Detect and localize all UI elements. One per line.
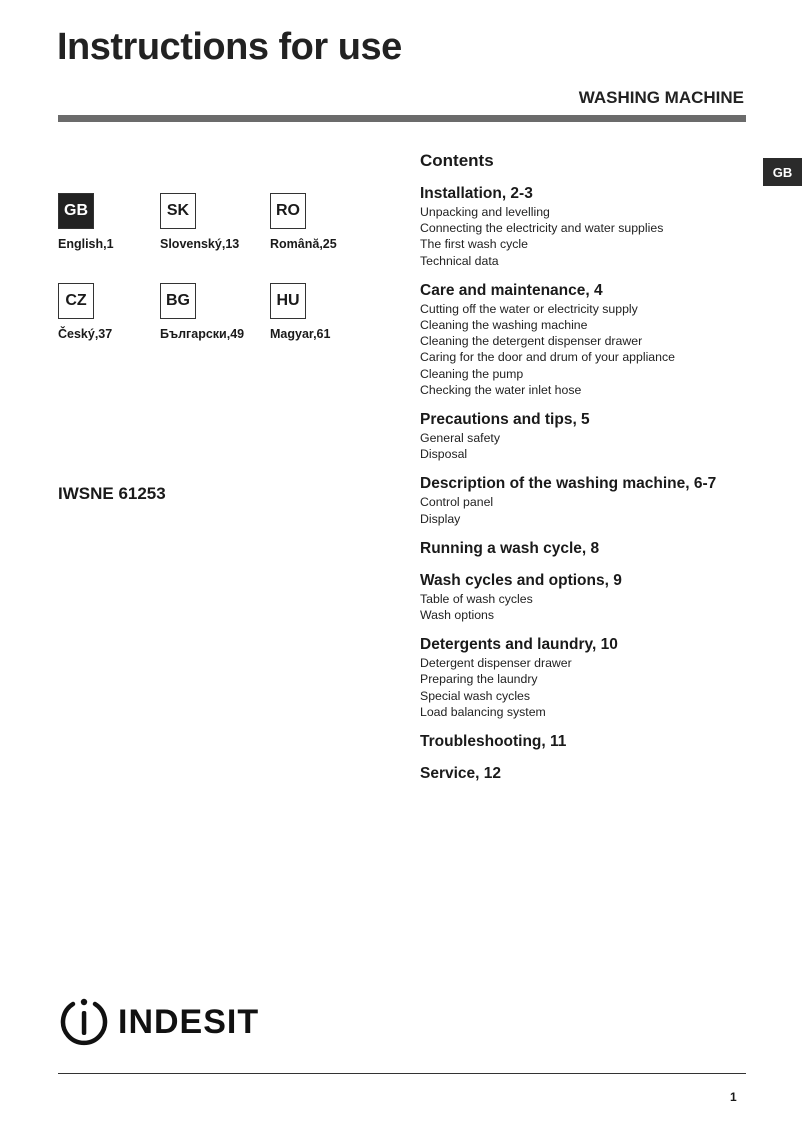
toc-item: Cleaning the detergent dispenser drawer [420, 334, 643, 349]
brand-name: INDESIT [118, 1002, 260, 1041]
toc-section [420, 635, 780, 720]
language-cz [58, 283, 168, 341]
language-hu [270, 283, 380, 341]
toc-item: Cleaning the washing machine [420, 318, 588, 333]
language-label: Română,25 [270, 237, 337, 251]
toc-section-title: Wash cycles and options, 9 [420, 571, 622, 589]
page-number: 1 [730, 1090, 737, 1104]
toc-section [420, 764, 780, 784]
toc-section [420, 732, 780, 752]
toc-item: Disposal [420, 447, 468, 462]
toc-section-title: Precautions and tips, 5 [420, 411, 590, 429]
language-sk [160, 193, 270, 251]
toc-item: Cutting off the water or electricity supply [420, 301, 638, 316]
toc-item: Unpacking and levelling [420, 205, 550, 219]
language-label: Český,37 [58, 327, 113, 341]
toc-item: General safety [420, 431, 500, 446]
language-ro [270, 193, 380, 251]
toc-section [420, 281, 780, 398]
toc-section-title: Care and maintenance, 4 [420, 281, 603, 299]
header-divider [58, 115, 746, 122]
toc-item: Preparing the laundry [420, 672, 538, 687]
table-of-contents [420, 151, 780, 796]
indesit-logo-icon [58, 996, 110, 1048]
toc-section [420, 539, 780, 559]
language-code-box: SK [160, 193, 196, 229]
language-label: Magyar,61 [270, 327, 331, 341]
language-code-box: CZ [58, 283, 94, 319]
toc-section-title: Installation, 2-3 [420, 185, 533, 202]
toc-item: Load balancing system [420, 704, 546, 719]
toc-section-title: Detergents and laundry, 10 [420, 636, 618, 654]
toc-item: The first wash cycle [420, 237, 528, 252]
language-bg [160, 283, 270, 341]
toc-section-title: Service, 12 [420, 765, 502, 783]
contents-heading: Contents [420, 151, 494, 170]
language-label: English,1 [58, 237, 114, 251]
language-label: Български,49 [160, 327, 245, 341]
toc-section [420, 410, 780, 462]
language-code-box: BG [160, 283, 196, 319]
language-gb [58, 193, 168, 251]
toc-item: Caring for the door and drum of your appliance [420, 350, 675, 365]
toc-item: Technical data [420, 253, 499, 268]
brand-logo [58, 996, 259, 1048]
toc-item: Checking the water inlet hose [420, 382, 582, 397]
footer-divider [58, 1073, 746, 1074]
language-code-box: RO [270, 193, 306, 229]
toc-item: Wash options [420, 608, 495, 623]
toc-section-title: Troubleshooting, 11 [420, 733, 567, 751]
product-type: WASHING MACHINE [578, 88, 744, 107]
toc-item: Display [420, 511, 461, 526]
toc-item: Cleaning the pump [420, 366, 524, 381]
toc-item: Connecting the electricity and water supplies [420, 221, 664, 236]
toc-item: Special wash cycles [420, 688, 531, 703]
page-title: Instructions for use [57, 26, 402, 68]
model-number: IWSNE 61253 [58, 484, 166, 503]
language-label: Slovenský,13 [160, 237, 240, 251]
toc-item: Detergent dispenser drawer [420, 656, 572, 671]
language-code-box: GB [58, 193, 94, 229]
toc-section [420, 184, 780, 269]
toc-item: Control panel [420, 495, 494, 510]
toc-section-title: Description of the washing machine, 6-7 [420, 475, 717, 493]
language-code-box: HU [270, 283, 306, 319]
toc-section [420, 474, 780, 526]
language-tab: GB [763, 158, 802, 186]
toc-item: Table of wash cycles [420, 591, 533, 606]
toc-section-title: Running a wash cycle, 8 [420, 539, 600, 557]
toc-section [420, 571, 780, 623]
